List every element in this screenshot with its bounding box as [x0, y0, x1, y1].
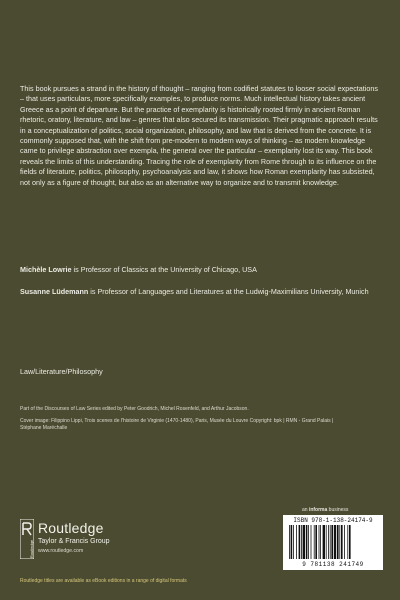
informa-suffix: business [327, 507, 349, 513]
publisher-name: Routledge [38, 520, 104, 536]
barcode-icon [288, 525, 378, 561]
publisher-group: Taylor & Francis Group [38, 538, 110, 545]
author-name-1: Michèle Lowrie [20, 265, 72, 274]
subject-category: Law/Literature/Philosophy [20, 367, 103, 376]
publisher-logo [20, 519, 220, 559]
ebook-note: Routledge titles are available as eBook editions in a range of digital formats [20, 578, 187, 584]
informa-prefix: an [302, 507, 309, 513]
author-bio-2 [20, 287, 382, 297]
svg-text:Routledge: Routledge [29, 539, 34, 559]
series-note: Part of the Discourses of Law Series edited by Peter Goodrich, Michel Rosenfeld, and Arthur Jacobson. [20, 406, 249, 412]
routledge-logo-icon [20, 519, 34, 559]
author-name-2: Susanne Lüdemann [20, 287, 89, 296]
isbn-label: ISBN 978-1-138-24174-9 [293, 517, 373, 524]
cover-image-credit: Cover image: Filippino Lippi, Trois scenes de l'histoire de Virginie (1470-1480), Paris, Musée du Louvre Copyright: bpk | RMN - Grand Palais | Stéphane Maréchalle [20, 418, 334, 431]
book-description: This book pursues a strand in the history of thought – ranging from codified statutes to looser social expectations – that uses particulars, more specifically examples, to produce norms. Much intellectual history takes ancient Greece as a point of departure. But the practice of exemplarity is historically rooted firmly in ancient Roman rhetoric, oratory, literature, and law – genres that also secured its transmission. Their pragmatic approach results in a conceptualization of politics, social organization, philosophy, and law that is derived from the concrete. It is commonly supposed that, with the shift from pre-modern to modern ways of thinking – as modern knowledge came to privilege abstraction over exempla, the general over the particular – exemplarity lost its way. This book reveals the limits of this understanding. Tracing the role of exemplarity from Rome through to its influence on the fields of literature, politics, philosophy, psychoanalysis and law, it shows how Roman exemplarity has subsisted, not only as a figure of thought, but also as an alternative way to organize and to transmit knowledge. [20, 84, 378, 187]
informa-brand: informa [308, 507, 328, 513]
publisher-url: www.routledge.com [38, 548, 84, 554]
author-bio-text-1: is Professor of Classics at the University of Chicago, USA [71, 265, 257, 274]
author-bio-1 [20, 265, 382, 275]
ean-number: 9 781138 241749 [302, 561, 364, 568]
isbn-barcode [283, 515, 383, 570]
author-bio-text-2: is Professor of Languages and Literatures at the Ludwig-Maximilians University, Munich [88, 287, 369, 296]
informa-business-label [302, 507, 348, 513]
